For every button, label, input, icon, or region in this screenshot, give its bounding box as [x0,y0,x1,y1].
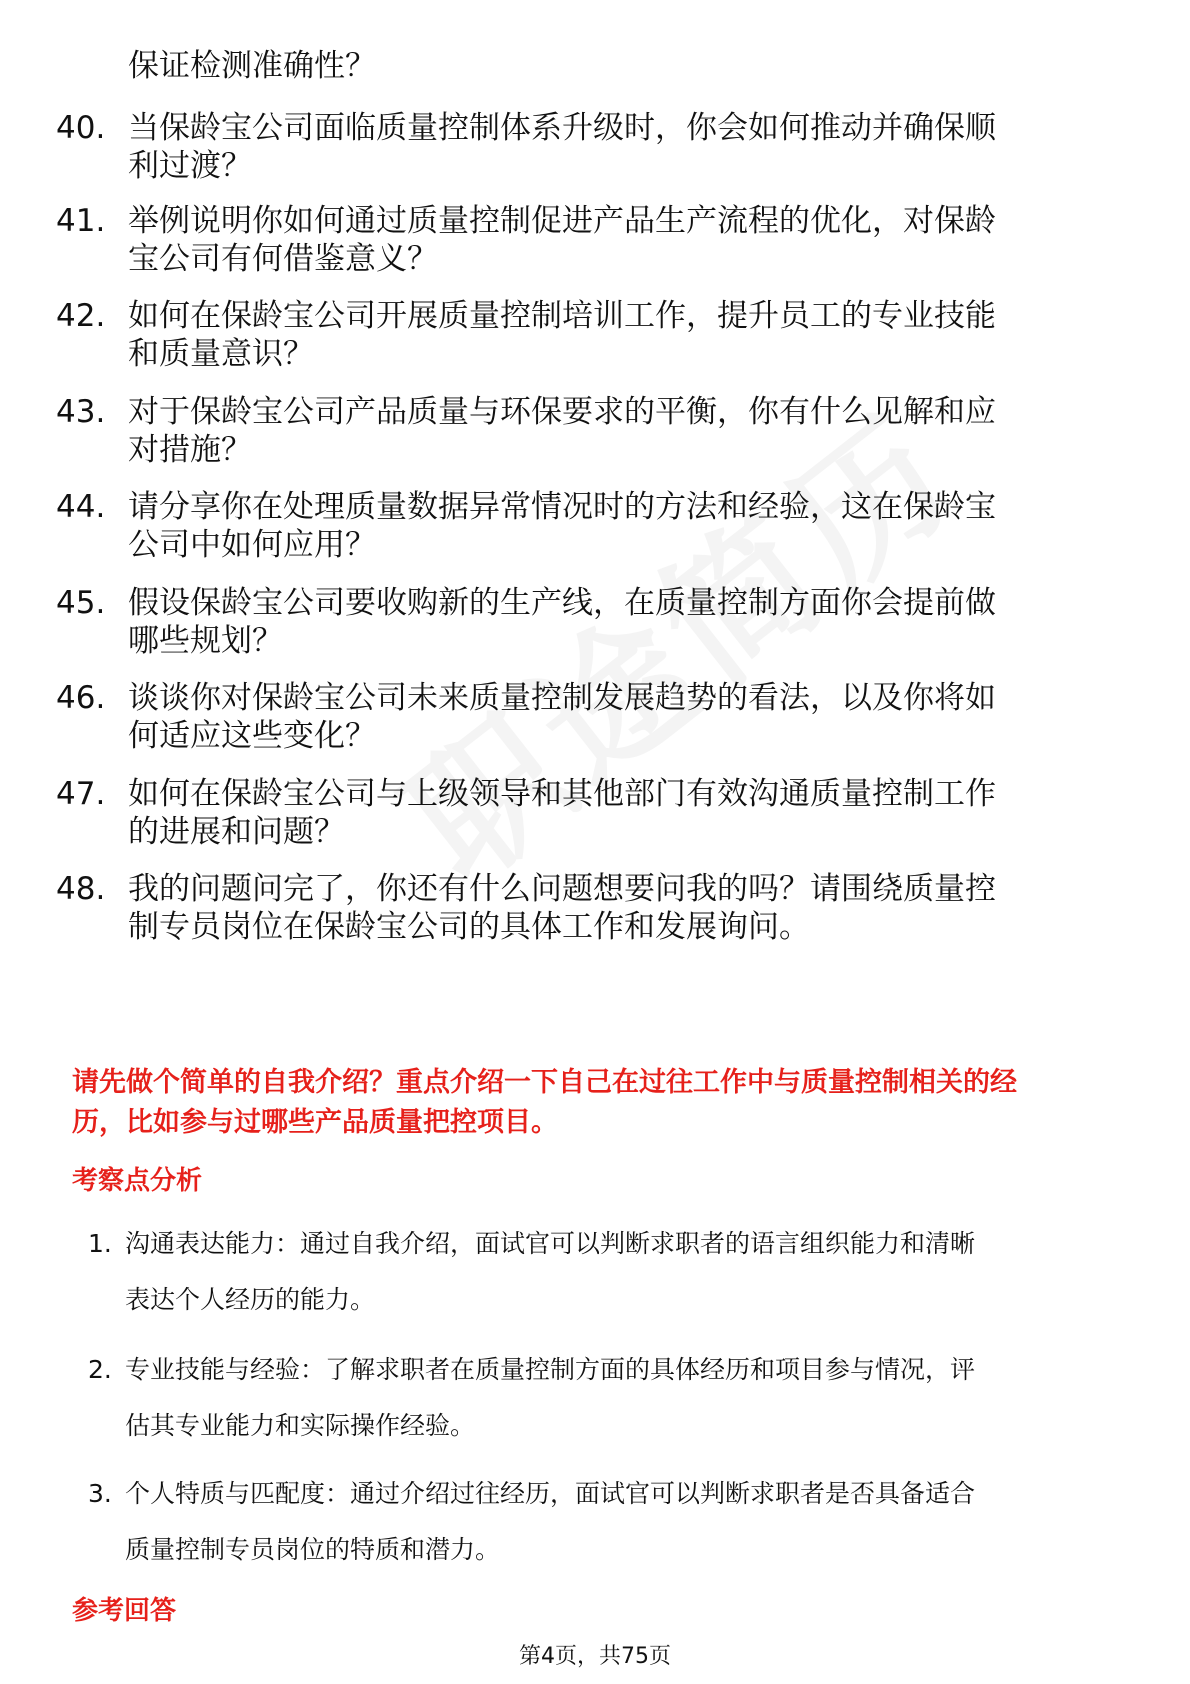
question-number: 40. [56,110,106,146]
question-text: 谈谈你对保龄宝公司未来质量控制发展趋势的看法，以及你将如 何适应这些变化？ [128,680,996,754]
point-number: 1. [88,1229,112,1258]
question-text: 举例说明你如何通过质量控制促进产品生产流程的优化，对保龄 宝公司有何借鉴意义？ [128,203,996,277]
question-number: 43. [56,394,106,430]
page-footer: 第4页，共75页 [519,1644,671,1669]
question-number: 44. [56,489,106,525]
point-number: 2. [88,1355,112,1384]
question-number: 41. [56,203,106,239]
question-text: 如何在保龄宝公司开展质量控制培训工作，提升员工的专业技能 和质量意识？ [128,298,996,372]
featured-question: 请先做个简单的自我介绍？重点介绍一下自己在过往工作中与质量控制相关的经 历，比如参与过哪些产品质量把控项目。 [72,1067,1017,1138]
question-number: 47. [56,776,106,812]
question-number: 42. [56,298,106,334]
point-text: 沟通表达能力：通过自我介绍，面试官可以判断求职者的语言组织能力和清晰 表达个人经历的能力。 [125,1229,976,1314]
question-text: 假设保龄宝公司要收购新的生产线，在质量控制方面你会提前做 哪些规划？ [128,585,996,659]
question-text: 我的问题问完了，你还有什么问题想要问我的吗？请围绕质量控 制专员岗位在保龄宝公司的具体工作和发展询问。 [128,871,996,945]
point-text: 个人特质与匹配度：通过介绍过往经历，面试官可以判断求职者是否具备适合 质量控制专员岗位的特质和潜力。 [125,1479,976,1564]
point-text: 专业技能与经验：了解求职者在质量控制方面的具体经历和项目参与情况，评 估其专业能力和实际操作经验。 [125,1355,976,1440]
point-number: 3. [88,1479,112,1508]
analysis-title: 考察点分析 [72,1166,203,1196]
question-text: 当保龄宝公司面临质量控制体系升级时，你会如何推动并确保顺 利过渡？ [128,110,996,184]
question-text: 保证检测准确性？ [128,48,376,84]
question-number: 45. [56,585,106,621]
question-number: 46. [56,680,106,716]
question-text: 请分享你在处理质量数据异常情况时的方法和经验，这在保龄宝 公司中如何应用？ [128,489,996,563]
question-text: 如何在保龄宝公司与上级领导和其他部门有效沟通质量控制工作 的进展和问题？ [128,776,996,850]
reference-answer-title: 参考回答 [72,1596,177,1626]
question-number: 48. [56,871,106,907]
question-text: 对于保龄宝公司产品质量与环保要求的平衡，你有什么见解和应 对措施？ [128,394,996,468]
